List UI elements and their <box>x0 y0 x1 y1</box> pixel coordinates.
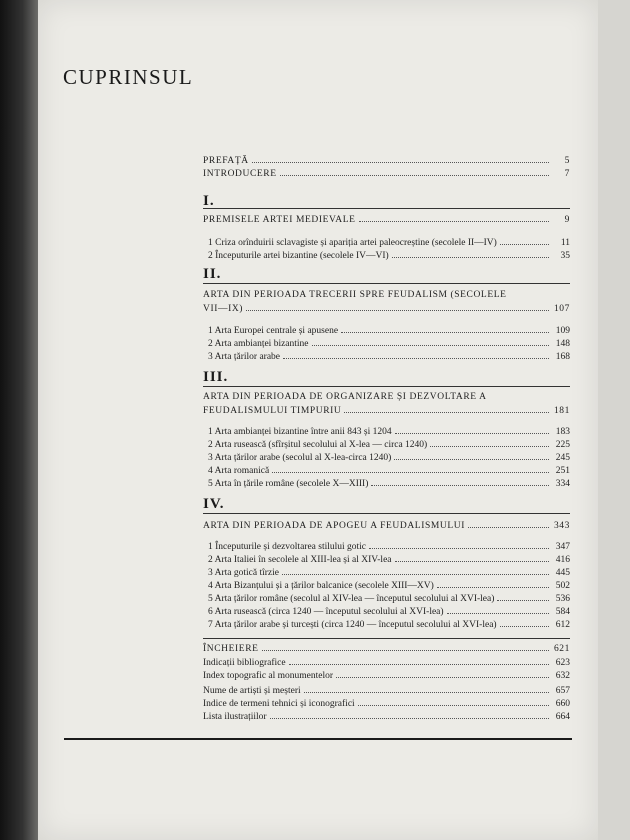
toc-entry-page: 5 <box>564 156 570 166</box>
toc-entry-title: 2 Arta Italiei în secolele al XIII-lea și al XIV-lea <box>208 555 392 565</box>
toc-entry <box>208 351 570 363</box>
section-rule <box>203 513 570 514</box>
toc-entry-title: 3 Arta țărilor arabe (secolul al X-lea-circa 1240) <box>208 453 392 463</box>
toc-entry-title: 1 Arta Europei centrale și apusene <box>208 326 339 336</box>
toc-entry <box>208 606 570 618</box>
toc-entry <box>208 478 570 490</box>
section-rule <box>203 208 570 209</box>
section-numeral: III. <box>203 369 229 385</box>
toc-entry-page: 416 <box>555 555 570 565</box>
toc-entry-title: 2 Arta ambianței bizantine <box>208 339 309 349</box>
toc-entry <box>203 698 570 710</box>
toc-entry <box>208 439 570 451</box>
toc-entry <box>208 250 570 262</box>
toc-entry-page: 183 <box>555 427 570 437</box>
toc-entry-page: 347 <box>555 542 570 552</box>
toc-entry-title: 7 Arta țărilor arabe și turcești (circa 1240 — începutul secolului al XVI-lea) <box>208 620 497 630</box>
toc-entry <box>208 593 570 605</box>
toc-entry-title: 2 Începuturile artei bizantine (secolele IV—VI) <box>208 251 389 261</box>
toc-entry <box>203 685 570 697</box>
bottom-rule <box>64 738 572 740</box>
toc-entry <box>208 580 570 592</box>
toc-entry-title: Indice de termeni tehnici și iconografici <box>203 699 355 709</box>
toc-entry-page: 445 <box>555 568 570 578</box>
toc-entry-page: 181 <box>553 406 570 416</box>
toc-entry-page: 343 <box>553 521 570 531</box>
toc-entry-title: INTRODUCERE <box>203 169 277 179</box>
toc-entry-title: VII—IX) <box>203 304 244 314</box>
toc-entry-page: 584 <box>555 607 570 617</box>
toc-entry-page: 536 <box>555 594 570 604</box>
toc-entry-title: PREFAȚĂ <box>203 156 249 166</box>
toc-entry <box>208 338 570 350</box>
toc-entry-title: Indicații bibliografice <box>203 658 286 668</box>
toc-entry-title: Index topografic al monumentelor <box>203 671 334 681</box>
toc-entry-title: 1 Criza orînduirii sclavagiste și apariția artei paleocreștine (secolele II—IV) <box>208 238 497 248</box>
toc-entry-page: 168 <box>555 352 570 362</box>
toc-entry-page: 632 <box>555 671 570 681</box>
page-title: CUPRINSUL <box>63 65 194 89</box>
section-rule <box>203 283 570 284</box>
toc-entry-title: 5 Arta țărilor române (secolul al XIV-lea — începutul secolului al XVI-lea) <box>208 594 495 604</box>
toc-entry <box>208 237 570 249</box>
toc-entry-page: 107 <box>553 304 570 314</box>
toc-entry-page: 251 <box>555 466 570 476</box>
section-title <box>203 303 570 315</box>
toc-entry-prefata <box>203 155 570 167</box>
toc-entry <box>208 619 570 631</box>
toc-entry-incheiere <box>203 643 570 655</box>
toc-entry <box>208 541 570 553</box>
toc-entry-page: 35 <box>560 251 570 261</box>
toc-entry-title: Lista ilustrațiilor <box>203 712 267 722</box>
toc-entry-title: 6 Arta rusească (circa 1240 — începutul secolului al XVI-lea) <box>208 607 444 617</box>
toc-entry-page: 245 <box>555 453 570 463</box>
toc-entry-page: 657 <box>555 686 570 696</box>
toc-entry <box>208 567 570 579</box>
toc-entry-title: 3 Arta țărilor arabe <box>208 352 281 362</box>
toc-entry-page: 623 <box>555 658 570 668</box>
toc-entry-page: 11 <box>560 238 570 248</box>
toc-entry <box>203 670 570 682</box>
toc-entry-title: 4 Arta Bizanțului și a țărilor balcanice (secolele XIII—XV) <box>208 581 434 591</box>
toc-entry-title: 5 Arta în țările române (secolele X—XIII) <box>208 479 369 489</box>
toc-entry-title: 4 Arta romanică <box>208 466 270 476</box>
toc-entry <box>208 554 570 566</box>
section-numeral: I. <box>203 193 215 209</box>
toc-entry <box>208 426 570 438</box>
toc-entry-page: 621 <box>553 644 570 654</box>
section-title <box>203 214 570 226</box>
section-rule <box>203 386 570 387</box>
toc-entry-page: 660 <box>555 699 570 709</box>
toc-entry-title: 2 Arta rusească (sfîrșitul secolului al X-lea — circa 1240) <box>208 440 428 450</box>
toc-entry-title: 3 Arta gotică tîrzie <box>208 568 279 578</box>
toc-entry <box>203 657 570 669</box>
toc-entry-title: 1 Arta ambianței bizantine între anii 843 și 1204 <box>208 427 392 437</box>
toc-entry-page: 9 <box>564 215 570 225</box>
toc-entry-page: 225 <box>555 440 570 450</box>
section-title <box>203 405 570 417</box>
toc-entry-title: FEUDALISMULUI TIMPURIU <box>203 406 342 416</box>
toc-entry-page: 502 <box>555 581 570 591</box>
section-numeral: II. <box>203 266 222 282</box>
toc-entry <box>208 465 570 477</box>
section-title <box>203 520 570 532</box>
toc-entry-page: 334 <box>555 479 570 489</box>
toc-entry-title: 1 Începuturile și dezvoltarea stilului gotic <box>208 542 367 552</box>
section-numeral: IV. <box>203 496 225 512</box>
toc-entry-page: 148 <box>555 339 570 349</box>
toc-entry-title: ÎNCHEIERE <box>203 644 259 654</box>
toc-entry-page: 612 <box>555 620 570 630</box>
toc-entry <box>203 711 570 723</box>
toc-entry-introducere <box>203 168 570 180</box>
back-matter-rule <box>203 638 570 639</box>
toc-entry <box>208 452 570 464</box>
toc-entry <box>208 325 570 337</box>
toc-entry-title: Nume de artiști și meșteri <box>203 686 301 696</box>
section-title-line1: ARTA DIN PERIOADA TRECERII SPRE FEUDALISM (SECOLELE <box>203 290 507 300</box>
toc-entry-title: ARTA DIN PERIOADA DE APOGEU A FEUDALISMULUI <box>203 521 465 531</box>
toc-entry-title: PREMISELE ARTEI MEDIEVALE <box>203 215 356 225</box>
toc-entry-page: 109 <box>555 326 570 336</box>
toc-entry-page: 664 <box>555 712 570 722</box>
toc-entry-page: 7 <box>564 169 570 179</box>
section-title-line1: ARTA DIN PERIOADA DE ORGANIZARE ȘI DEZVOLTARE A <box>203 392 487 402</box>
